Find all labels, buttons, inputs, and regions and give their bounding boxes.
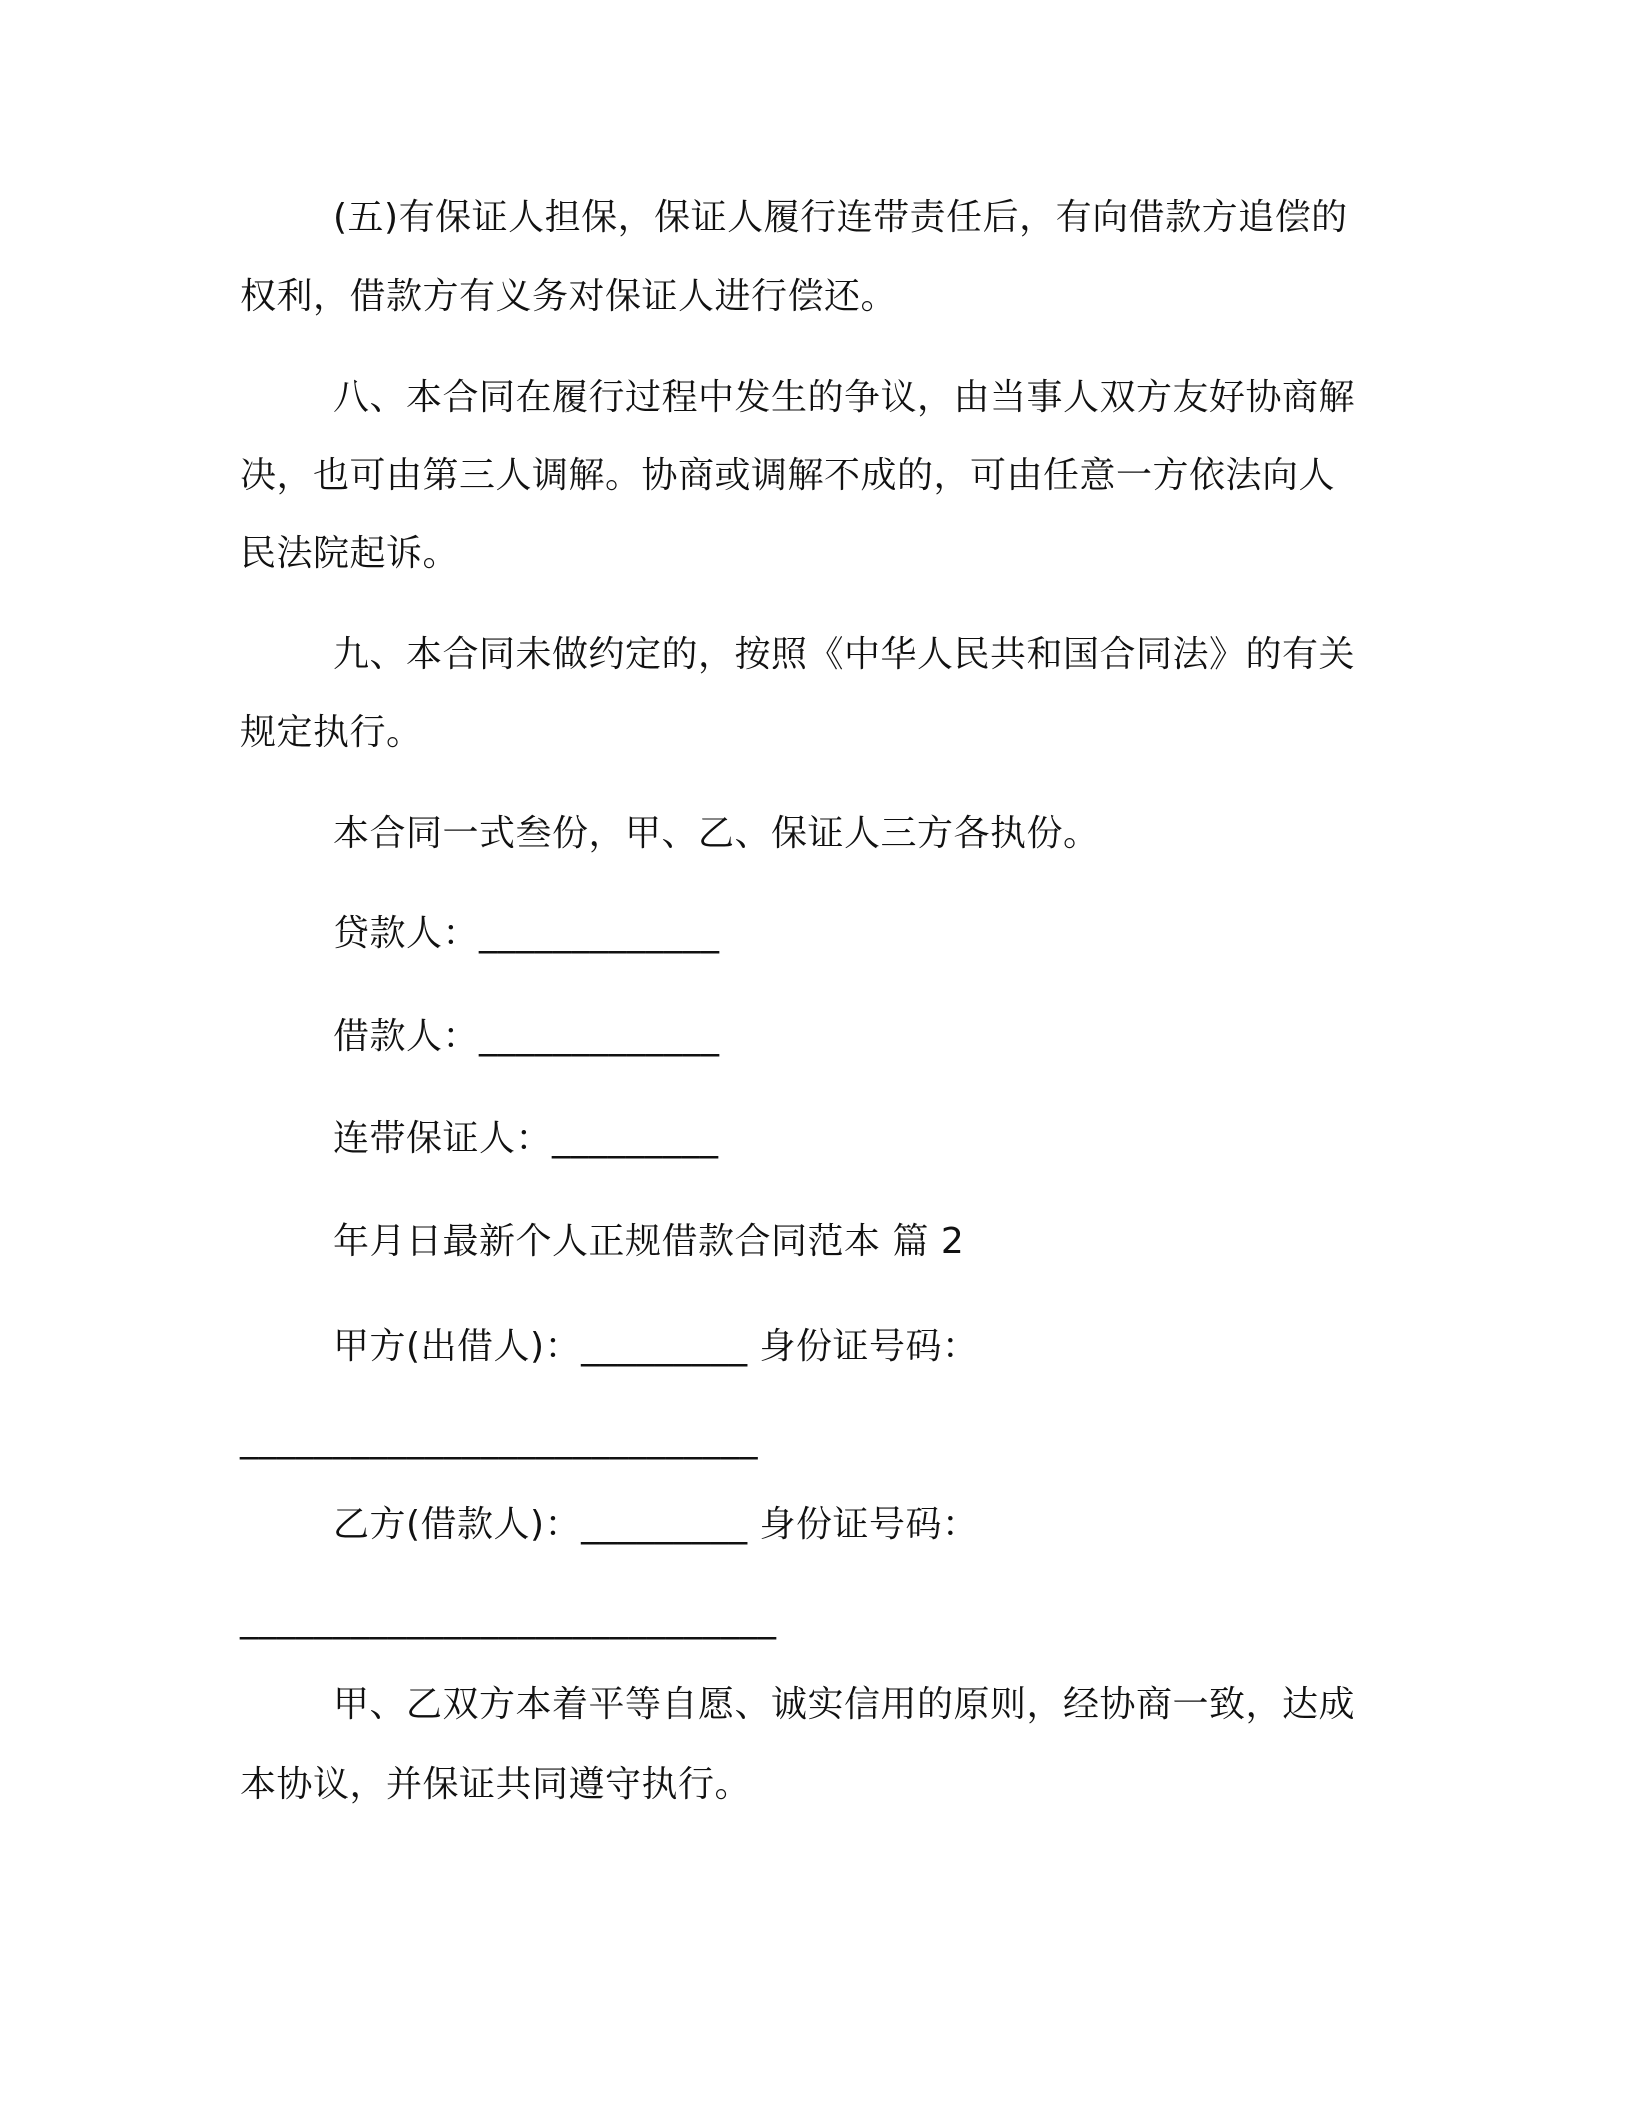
clause-five-line-2: 权利，借款方有义务对保证人进行偿还。 (240, 276, 898, 317)
guarantor-signature-line: 连带保证人：_________ (333, 1118, 719, 1159)
clause-nine-line-1: 九、本合同未做约定的，按照《中华人民共和国合同法》的有关 (333, 634, 1356, 675)
party-a-id-blank: ____________________________ (240, 1419, 758, 1460)
clause-eight-line-2: 决，也可由第三人调解。协商或调解不成的，可由任意一方依法向人 (240, 455, 1336, 496)
clause-eight-line-3: 民法院起诉。 (240, 533, 460, 574)
copies-statement: 本合同一式叁份，甲、乙、保证人三方各执份。 (333, 813, 1100, 854)
agreement-line-1: 甲、乙双方本着平等自愿、诚实信用的原则，经协商一致，达成 (333, 1684, 1356, 1725)
template-title: 年月日最新个人正规借款合同范本 篇 2 (333, 1221, 965, 1262)
party-b-line: 乙方(借款人)：_________ 身份证号码： (333, 1504, 979, 1545)
clause-nine-line-2: 规定执行。 (240, 712, 423, 753)
clause-five-line-1: (五)有保证人担保，保证人履行连带责任后，有向借款方追偿的 (333, 197, 1348, 238)
borrower-signature-line: 借款人：_____________ (333, 1016, 720, 1057)
clause-eight-line-1: 八、本合同在履行过程中发生的争议，由当事人双方友好协商解 (333, 377, 1356, 418)
lender-signature-line: 贷款人：_____________ (333, 913, 720, 954)
party-b-id-blank: _____________________________ (240, 1599, 777, 1640)
agreement-line-2: 本协议，并保证共同遵守执行。 (240, 1764, 752, 1805)
party-a-line: 甲方(出借人)：_________ 身份证号码： (333, 1326, 979, 1367)
